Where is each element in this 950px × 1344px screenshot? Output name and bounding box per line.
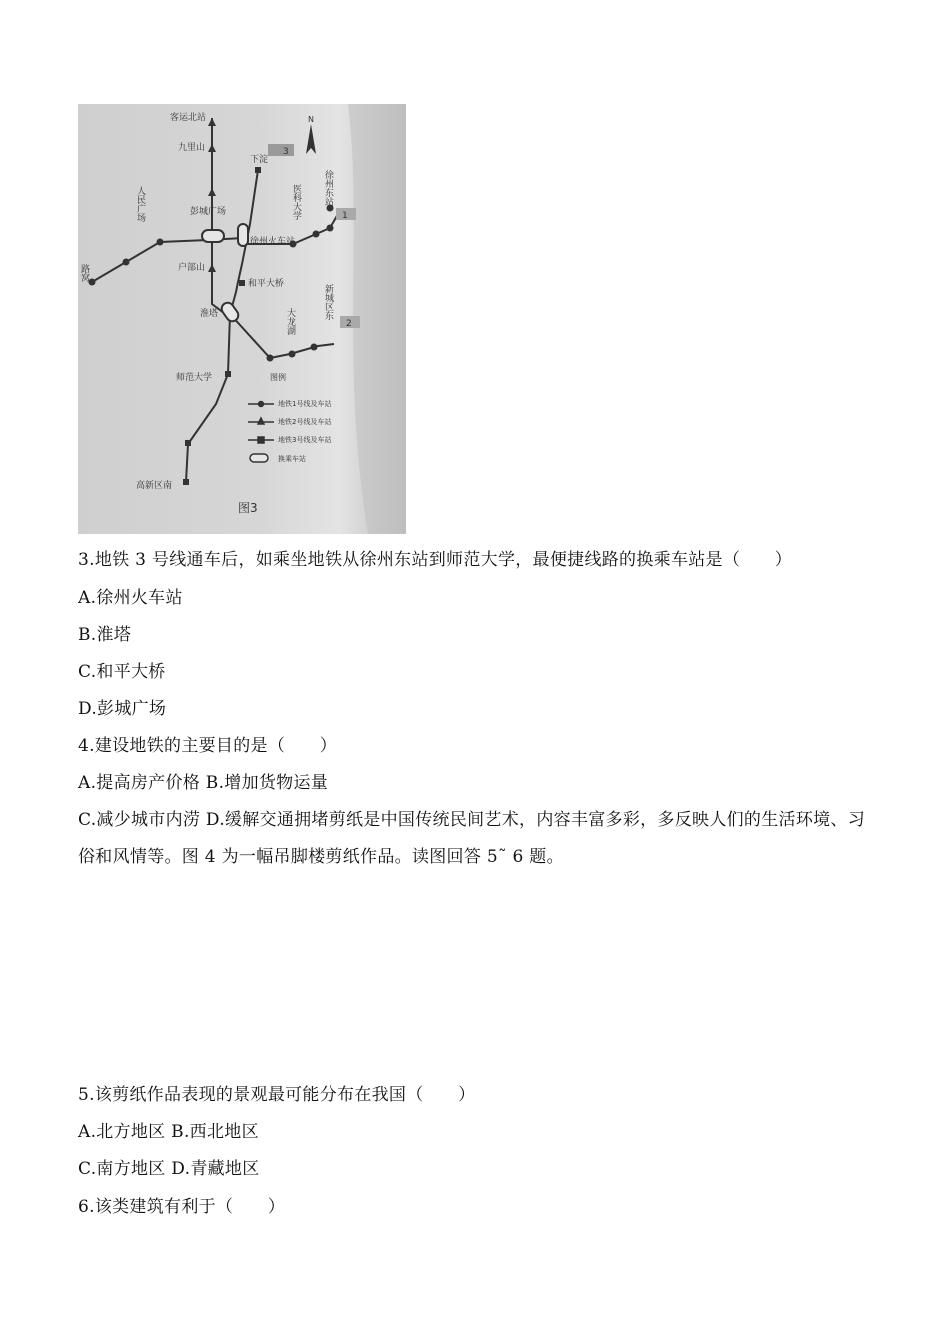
question-3-option-c: C.和平大桥 xyxy=(78,662,166,682)
station-label: 高新区南 xyxy=(136,481,173,491)
station-label: 客运北站 xyxy=(170,113,207,123)
legend-title: 图例 xyxy=(270,373,286,382)
question-5-stem: 5.该剪纸作品表现的景观最可能分布在我国（ ） xyxy=(78,1085,476,1105)
legend-item: 换乘车站 xyxy=(278,455,306,463)
question-5-options-ab: A.北方地区 B.西北地区 xyxy=(78,1122,259,1142)
station-label: 徐州东站 xyxy=(323,170,333,206)
station-label: 彭城广场 xyxy=(190,207,227,217)
station-label: 新城区东 xyxy=(323,284,333,320)
station-label: 下淀 xyxy=(250,155,269,165)
line-tag-1: 1 xyxy=(342,211,348,221)
question-4-stem: 4.建设地铁的主要目的是（ ） xyxy=(78,736,338,756)
question-3-stem: 3.地铁 3 号线通车后，如乘坐地铁从徐州东站到师范大学，最便捷线路的换乘车站是（ ） xyxy=(78,550,793,570)
station-label: 医科大学 xyxy=(291,184,301,220)
svg-text:N: N xyxy=(308,115,314,124)
station-label: 徐州火车站 xyxy=(250,237,296,247)
question-3-option-a: A.徐州火车站 xyxy=(78,588,183,608)
legend-item: 地铁3号线及车站 xyxy=(278,436,332,444)
question-4-options-ab: A.提高房产价格 B.增加货物运量 xyxy=(78,773,329,793)
metro-map-figure xyxy=(78,104,406,534)
question-4-options-cd-and-intro: C.减少城市内涝 D.缓解交通拥堵剪纸是中国传统民间艺术，内容丰富多彩，多反映人们的生活环境、习俗和风情等。图 4 为一幅吊脚楼剪纸作品。读图回答 5˜ 6 题。 xyxy=(78,810,866,867)
legend-item: 地铁1号线及车站 xyxy=(278,400,332,408)
station-label: 师范大学 xyxy=(176,373,213,383)
legend-item: 地铁2号线及车站 xyxy=(278,418,332,426)
question-3-option-d: D.彭城广场 xyxy=(78,699,167,719)
figure-caption: 图3 xyxy=(238,501,258,515)
station-label: 大龙湖 xyxy=(285,308,295,335)
station-label: 淮塔 xyxy=(200,309,219,319)
line-tag-3: 3 xyxy=(283,147,289,157)
line-tag-2: 2 xyxy=(346,319,352,329)
metro-map xyxy=(78,104,406,534)
station-label: 人民广场 xyxy=(135,186,145,222)
station-label: 户部山 xyxy=(178,263,206,273)
question-6-stem: 6.该类建筑有利于（ ） xyxy=(78,1197,286,1217)
station-label: 九里山 xyxy=(178,143,206,153)
station-label: 路窝 xyxy=(79,264,89,282)
question-3-option-b: B.淮塔 xyxy=(78,625,132,645)
question-5-options-cd: C.南方地区 D.青藏地区 xyxy=(78,1159,260,1179)
station-label: 和平大桥 xyxy=(248,279,285,289)
